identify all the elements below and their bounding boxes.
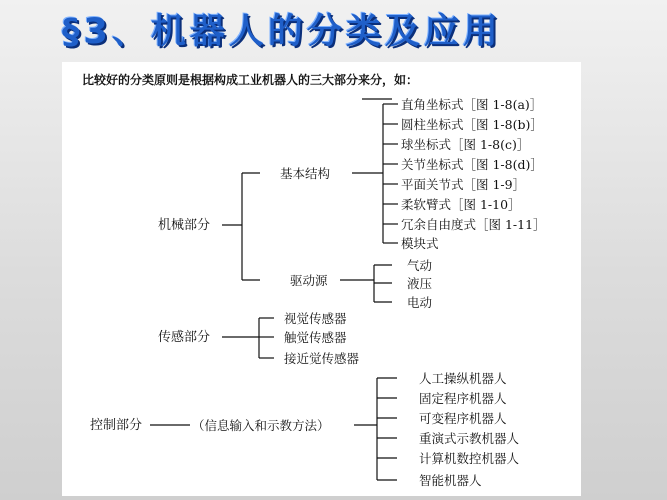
control-item: 固定程序机器人 bbox=[419, 391, 507, 406]
drive-item: 气动 bbox=[407, 258, 433, 273]
classification-diagram bbox=[62, 62, 581, 496]
slide-title: §3、机器人的分类及应用 bbox=[62, 12, 502, 52]
structure-item: 模块式 bbox=[401, 236, 439, 251]
structure-item: 柔软臂式［图 1-10］ bbox=[401, 197, 521, 212]
structure-item: 关节坐标式［图 1-8(d)］ bbox=[401, 157, 543, 172]
structure-item: 直角坐标式［图 1-8(a)］ bbox=[401, 97, 543, 112]
mechanical-label: 机械部分 bbox=[158, 218, 211, 233]
sensor-item: 视觉传感器 bbox=[284, 311, 347, 326]
control-item: 计算机数控机器人 bbox=[419, 451, 520, 466]
drive-item: 液压 bbox=[407, 276, 433, 291]
drive-item: 电动 bbox=[407, 295, 433, 310]
structure-label: 基本结构 bbox=[280, 166, 331, 181]
structure-item: 圆柱坐标式［图 1-8(b)］ bbox=[401, 117, 543, 132]
control-item: 智能机器人 bbox=[419, 473, 482, 488]
sensor-item: 触觉传感器 bbox=[284, 330, 347, 345]
control-item: 可变程序机器人 bbox=[419, 411, 507, 426]
sensor-item: 接近觉传感器 bbox=[284, 351, 360, 366]
control-item: 重演式示教机器人 bbox=[419, 431, 520, 446]
control-label: 控制部分 bbox=[90, 418, 143, 433]
control-item: 人工操纵机器人 bbox=[419, 371, 507, 386]
drive-label: 驱动源 bbox=[290, 273, 328, 288]
intro-text: 比较好的分类原则是根据构成工业机器人的三大部分来分，如： bbox=[82, 73, 419, 87]
structure-item: 平面关节式［图 1-9］ bbox=[401, 177, 526, 192]
structure-item: 球坐标式［图 1-8(c)］ bbox=[401, 137, 530, 152]
structure-item: 冗余自由度式［图 1-11］ bbox=[401, 217, 546, 232]
sensing-label: 传感部分 bbox=[158, 330, 211, 345]
control-method: （信息输入和示教方法） bbox=[192, 418, 330, 433]
